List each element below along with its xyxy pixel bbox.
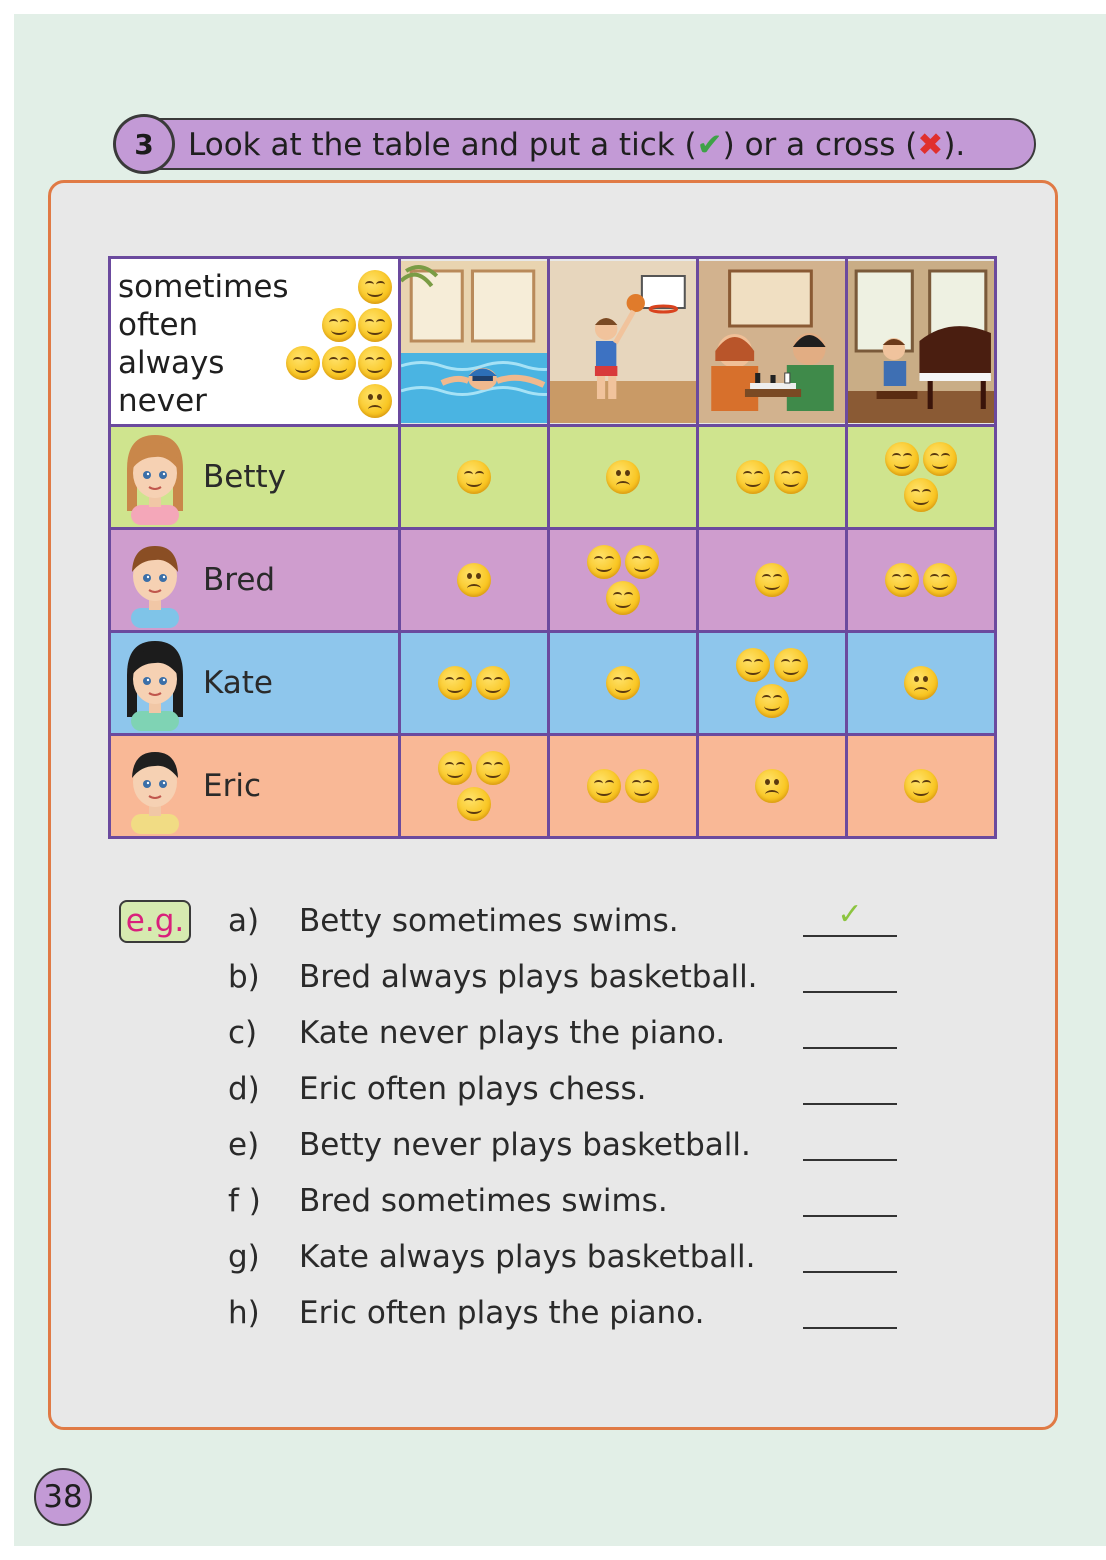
smiley-face-icon [606, 666, 640, 700]
smiley-face-icon [923, 563, 957, 597]
smiley-face-icon [358, 270, 392, 304]
smiley-face-icon [476, 751, 510, 785]
key-row-sometimes [118, 268, 392, 306]
answer-blank[interactable]: ✓ [803, 900, 897, 937]
sentence-item [0, 1178, 1106, 1224]
key-row-always [118, 344, 392, 382]
answer-blank[interactable] [803, 1068, 897, 1105]
frequency-cell-never [847, 632, 996, 735]
sentence-item [0, 1290, 1106, 1336]
key-faces [358, 384, 392, 418]
sentence-text: Bred always plays basketball. [299, 959, 758, 995]
sentence-letter: d) [228, 1071, 260, 1107]
smiley-face-icon [736, 460, 770, 494]
sad-face-icon [904, 666, 938, 700]
sentence-text: Betty sometimes swims. [299, 903, 679, 939]
sentence-letter: b) [228, 959, 260, 995]
key-faces [322, 308, 392, 342]
smiley-face-icon [625, 545, 659, 579]
smiley-face-icon [358, 346, 392, 380]
sentence-letter: c) [228, 1015, 258, 1051]
smiley-face-icon [476, 666, 510, 700]
instruction-part-1: Look at the table and put a tick ( [188, 127, 697, 163]
name-cell [110, 632, 400, 735]
instruction-text [188, 122, 965, 168]
example-badge: e.g. [119, 900, 191, 943]
avatar [117, 738, 193, 834]
smiley-face-icon [457, 787, 491, 821]
frequency-cell-always [847, 426, 996, 529]
key-row-often [118, 306, 392, 344]
sentence-letter: a) [228, 903, 260, 939]
sentence-text: Bred sometimes swims. [299, 1183, 668, 1219]
table-row-bred [110, 529, 996, 632]
table-row-eric [110, 735, 996, 838]
key-faces [286, 346, 392, 380]
answer-blank[interactable] [803, 1292, 897, 1329]
smiley-face-icon [587, 545, 621, 579]
piano-picture [847, 258, 996, 426]
smiley-face-icon [774, 648, 808, 682]
sentence-text: Kate always plays basketball. [299, 1239, 756, 1275]
frequency-cell-sometimes [698, 529, 847, 632]
smiley-face-icon [774, 460, 808, 494]
table-header-row [110, 258, 996, 426]
frequency-cell-often [847, 529, 996, 632]
smiley-face-icon [885, 442, 919, 476]
name-cell [110, 735, 400, 838]
swimming-picture [400, 258, 549, 426]
answer-blank[interactable] [803, 1124, 897, 1161]
child-name: Kate [203, 665, 274, 701]
page-number: 38 [34, 1468, 92, 1526]
answer-blank[interactable] [803, 956, 897, 993]
sentence-item [0, 1010, 1106, 1056]
key-label: sometimes [118, 268, 289, 305]
key-row-never [118, 382, 392, 420]
smiley-face-icon [923, 442, 957, 476]
smiley-face-icon [587, 769, 621, 803]
sad-face-icon [457, 563, 491, 597]
sentence-text: Betty never plays basketball. [299, 1127, 751, 1163]
frequency-cell-often [549, 735, 698, 838]
smiley-face-icon [625, 769, 659, 803]
frequency-cell-always [549, 529, 698, 632]
smiley-face-icon [286, 346, 320, 380]
sentence-item [0, 1122, 1106, 1168]
smiley-face-icon [438, 751, 472, 785]
key-label: often [118, 306, 199, 343]
sad-face-icon [358, 384, 392, 418]
frequency-cell-sometimes [847, 735, 996, 838]
avatar [117, 429, 193, 525]
sentence-letter: f ) [228, 1183, 261, 1219]
chess-picture [698, 258, 847, 426]
tick-icon: ✔ [696, 127, 723, 163]
smiley-face-icon [358, 308, 392, 342]
smiley-face-icon [885, 563, 919, 597]
smiley-face-icon [606, 581, 640, 615]
frequency-cell-often [698, 426, 847, 529]
exercise-number: 3 [113, 114, 175, 174]
frequency-cell-always [698, 632, 847, 735]
child-name: Bred [203, 562, 276, 598]
smiley-face-icon [457, 460, 491, 494]
instruction-part-2: ) or a cross ( [722, 127, 918, 163]
name-cell [110, 426, 400, 529]
smiley-face-icon [904, 769, 938, 803]
basketball-picture [549, 258, 698, 426]
sentence-letter: g) [228, 1239, 260, 1275]
key-faces [358, 270, 392, 304]
smiley-face-icon [755, 684, 789, 718]
answer-blank[interactable] [803, 1236, 897, 1273]
name-cell [110, 529, 400, 632]
child-name: Eric [203, 768, 261, 804]
smiley-face-icon [322, 308, 356, 342]
sentence-item [0, 898, 1106, 944]
sentence-letter: h) [228, 1295, 260, 1331]
sad-face-icon [606, 460, 640, 494]
frequency-cell-never [400, 529, 549, 632]
smiley-face-icon [322, 346, 356, 380]
answer-blank[interactable] [803, 1180, 897, 1217]
frequency-table [108, 256, 997, 839]
frequency-cell-never [698, 735, 847, 838]
table-row-betty [110, 426, 996, 529]
sad-face-icon [755, 769, 789, 803]
sentence-item [0, 1066, 1106, 1112]
key-label: always [118, 344, 225, 381]
sentence-text: Eric often plays chess. [299, 1071, 647, 1107]
table-row-kate [110, 632, 996, 735]
cross-icon: ✖ [917, 127, 944, 163]
smiley-face-icon [438, 666, 472, 700]
child-name: Betty [203, 459, 286, 495]
frequency-cell-sometimes [400, 426, 549, 529]
avatar [117, 635, 193, 731]
sentence-letter: e) [228, 1127, 260, 1163]
frequency-cell-often [400, 632, 549, 735]
frequency-cell-always [400, 735, 549, 838]
sentence-text: Kate never plays the piano. [299, 1015, 726, 1051]
smiley-face-icon [755, 563, 789, 597]
answer-blank[interactable] [803, 1012, 897, 1049]
frequency-key [110, 258, 400, 426]
smiley-face-icon [736, 648, 770, 682]
instruction-part-3: ). [943, 127, 966, 163]
avatar [117, 532, 193, 628]
frequency-cell-sometimes [549, 632, 698, 735]
sentence-item [0, 954, 1106, 1000]
sentence-item [0, 1234, 1106, 1280]
smiley-face-icon [904, 478, 938, 512]
frequency-cell-never [549, 426, 698, 529]
key-label: never [118, 382, 207, 419]
sentence-text: Eric often plays the piano. [299, 1295, 705, 1331]
